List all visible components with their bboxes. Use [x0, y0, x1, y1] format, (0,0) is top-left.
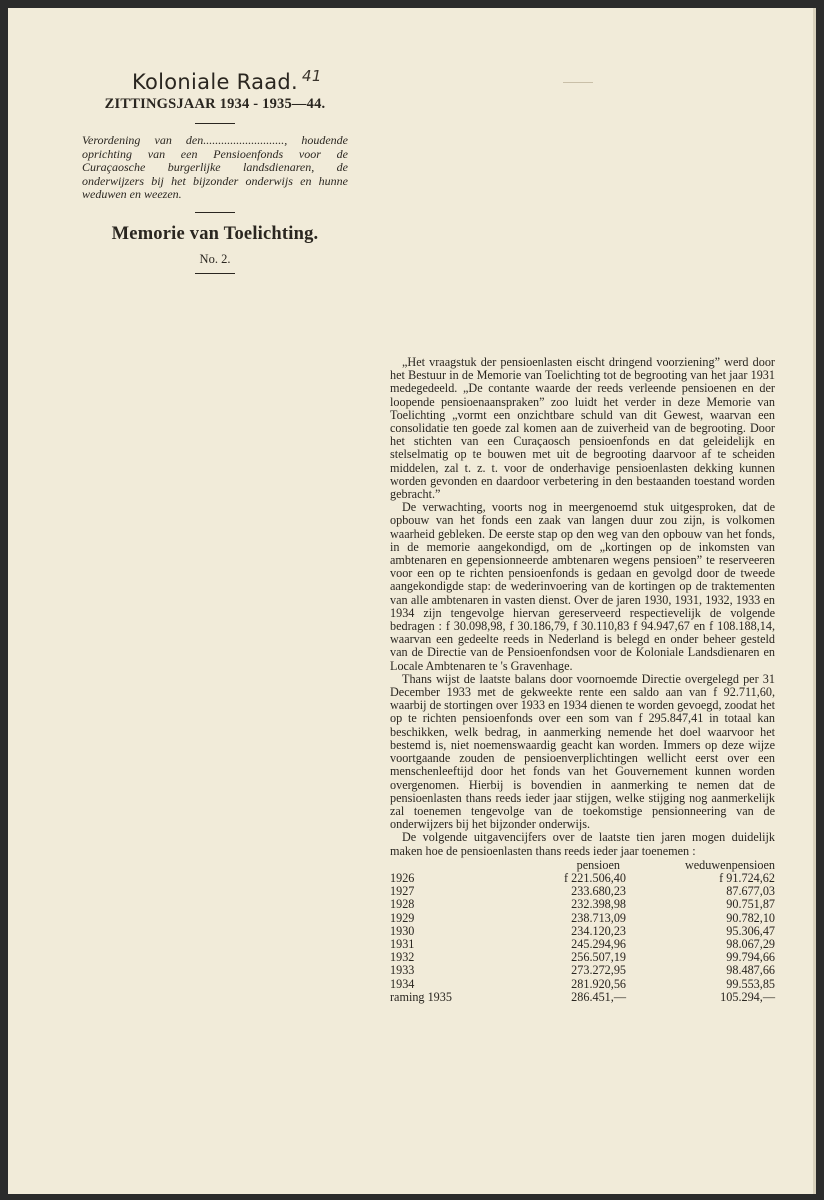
year-cell: 1930 — [390, 923, 415, 938]
table-row — [390, 898, 775, 911]
paragraph: Thans wijst de laatste balans door voornoemde Directie overgelegd per 31 December 1933 met de gekweekte rente een saldo aan van f 92.711,60, waarbij de stortingen over 1933 en 1934 dienen te worden gevoegd, zoodat het op te richten pensioenfonds over een som van f 295.847,41 in totaal kan beschikken, welk bedrag, in aanmerking nemende het doel waarvoor het bestemd is, niet noemenswaardig geacht kan worden. Immers op deze wijze voortgaande zouden de pensioenverplichtingen wellicht eerst over een menschenleeftijd door het fonds van het Gouvernement kunnen worden overgenomen. Hierbij is bovendien in aanmerking te nemen dat de pensioenlasten thans reeds ieder jaar stijgen, welke stijging nog aanmerkelijk zal toenemen tengevolge van de toekomstige pensionneering van de onderwijzers bij het bijzonder onderwijs. — [390, 671, 775, 832]
table-header-row — [390, 859, 775, 872]
column-header-pensioen: pensioen — [576, 857, 620, 872]
widow-pension-cell: 98.487,66 — [726, 963, 775, 978]
widow-pension-cell: 95.306,47 — [726, 923, 775, 938]
column-header-weduwenpensioen: weduwenpensioen — [684, 857, 775, 872]
widow-pension-cell: 99.553,85 — [726, 976, 775, 991]
pension-cell: 273.272,95 — [571, 963, 626, 978]
pension-cell: 281.920,56 — [571, 976, 626, 991]
widow-pension-cell: 90.751,87 — [726, 897, 775, 912]
pension-cell: 232.398,98 — [571, 897, 626, 912]
document-number: No. 2. — [199, 251, 231, 266]
paragraph: De verwachting, voorts nog in meergenoemd stuk uitgesproken, dat de opbouw van het fonds een zaak van langen duur zou zijn, is volkomen waarheid gebleken. De eerste stap op den weg van den opbouw van het fonds, in de memorie aangekondigd, om de „kortingen op de inkomsten van ambtenaren en gepensionneerde ambtenaren wegens pensioen” te reserveeren voor een op te richten pensioenfonds is gedaan en gevolgd door de tweede aangekondigde stap: de wederinvoering van de kortingen op de traktementen van alle ambtenaren in vasten dienst. Over de jaren 1930, 1931, 1932, 1933 en 1934 zijn tengevolge hiervan gereserveerd respectievelijk de volgende bedragen : f 30.098,98, f 30.186,79, f 30.110,83 f 94.947,67 en f 108.188,14, waarvan een gedeelte reeds in Nederland is belegd en onder beheer gesteld van de Directie van de Pensioenfondsen voor de Koloniale Landsdienaren en Locale Ambtenaren te 's Gravenhage. — [390, 500, 775, 673]
pension-cell: 233.680,23 — [571, 884, 626, 899]
handwritten-annotation: 41 — [302, 67, 322, 85]
table-row — [390, 912, 775, 925]
paragraph: De volgende uitgavencijfers over de laatste tien jaren mogen duidelijk maken hoe de pensioenlasten thans reeds ieder jaar toenemen : — [390, 830, 775, 858]
document-title: Memorie van Toelichting. — [111, 223, 319, 244]
year-cell: 1933 — [390, 963, 415, 978]
pension-cell: 245.294,96 — [571, 936, 626, 951]
widow-pension-cell: f 91.724,62 — [719, 870, 775, 885]
widow-pension-cell: 98.067,29 — [726, 936, 775, 951]
year-cell: raming 1935 — [390, 989, 452, 1004]
table-row — [390, 991, 775, 1004]
page-edge — [813, 8, 816, 1194]
table-row — [390, 925, 775, 938]
column-header — [390, 859, 480, 872]
widow-pension-cell: 90.782,10 — [726, 910, 775, 925]
year-cell: 1927 — [390, 884, 415, 899]
pension-cell: 238.713,09 — [571, 910, 626, 925]
year-cell: 1934 — [390, 976, 415, 991]
widow-pension-cell: 99.794,66 — [726, 950, 775, 965]
widow-pension-cell: 105.294,— — [720, 989, 775, 1004]
year-cell: 1929 — [390, 910, 415, 925]
pension-cell: 256.507,19 — [571, 950, 626, 965]
year-cell: 1928 — [390, 897, 415, 912]
document-page — [8, 8, 816, 1194]
paragraph: „Het vraagstuk der pensioenlasten eischt dringend voorziening” werd door het Bestuur in de Memorie van Toelichting tot de begrooting van het jaar 1931 medegedeeld. „De contante waarde der reeds verleende pensioenen en der loopende pensioenaanspraken” zoo luidt het verder in deze Memorie van Toelichting „vormt een onzichtbare schuld van dit Gewest, waarvan een consolidatie ten goede zal komen aan de zuiverheid van de begrooting. Door het stichten van een Curaçaosch pensioenfonds en dat geleidelijk en stelselmatig op te bouwen met uit de begrooting daarvoor af te scheiden middelen, zal t. z. t. voor de onderhavige pensioenlasten dekking kunnen worden gevonden en daardoor verbetering in den bestaanden toestand worden gebracht.” — [390, 355, 775, 502]
ordinance-subject: Verordening van den..........................., houdende oprichting van een Pensioenfonds voor de Curaçaosche burgerlijke landsdienaren, de onderwijzers bij het bijzonder onderwijs en hunne weduwen en weezen. — [82, 133, 348, 201]
table-row — [390, 964, 775, 977]
pension-cell: 234.120,23 — [571, 923, 626, 938]
year-cell: 1926 — [390, 870, 415, 885]
document-header — [80, 67, 350, 284]
session-year: ZITTINGSJAAR 1934 - 1935—44. — [104, 96, 326, 112]
divider — [195, 212, 235, 213]
divider — [195, 123, 235, 124]
pension-cell: 286.451,— — [571, 989, 626, 1004]
expenditure-table — [390, 859, 775, 1004]
year-cell: 1932 — [390, 950, 415, 965]
faint-mark — [563, 82, 593, 83]
body-text — [390, 356, 775, 1004]
pension-cell: f 221.506,40 — [564, 870, 626, 885]
divider — [195, 273, 235, 274]
council-title-text: Koloniale Raad. — [131, 70, 299, 94]
widow-pension-cell: 87.677,03 — [726, 884, 775, 899]
council-title — [131, 67, 322, 94]
table-row — [390, 978, 775, 991]
year-cell: 1931 — [390, 936, 415, 951]
